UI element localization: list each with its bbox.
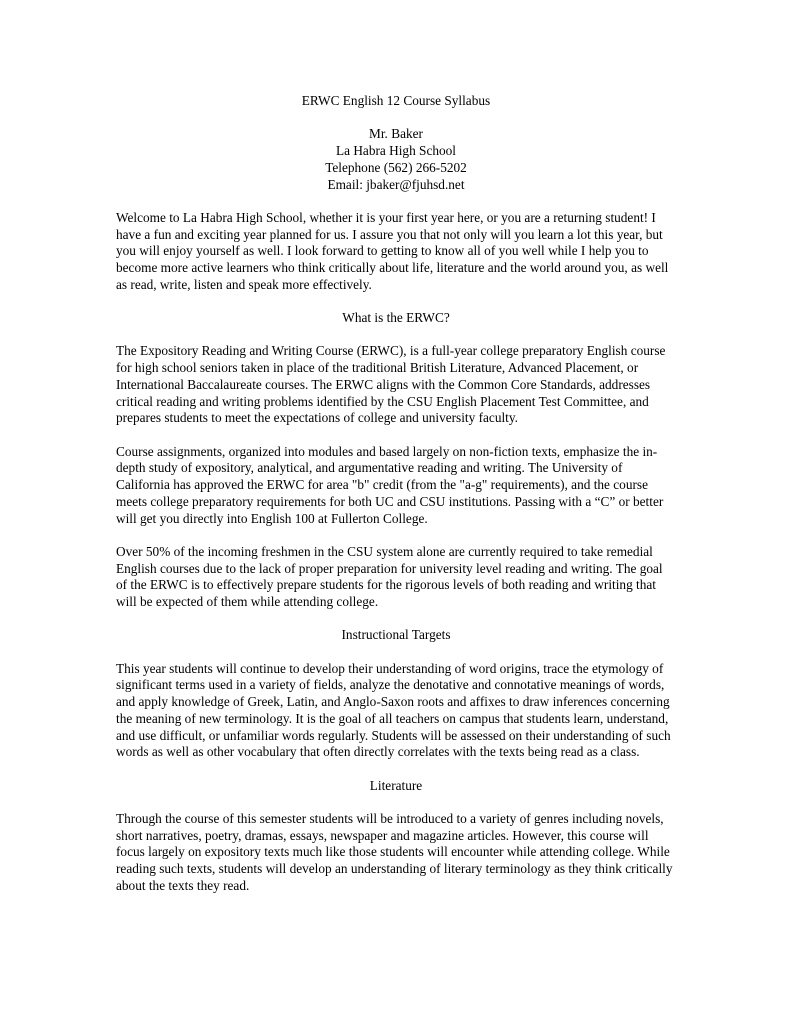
section-paragraph: Course assignments, organized into modules and based largely on non-fiction texts, emphasize the in-depth study of expository, analytical, and argumentative reading and writing. The University of California has approved the ERWC for area "b" credit (from the "a-g" requirements), and the course meets college preparatory requirements for both UC and CSU institutions. Passing with a “C” or better will get you directly into English 100 at Fullerton College. (116, 443, 664, 526)
contact-block (116, 126, 676, 193)
section-heading: Literature (369, 777, 423, 793)
section-paragraph: Over 50% of the incoming freshmen in the CSU system alone are currently required to take remedial English courses due to the lack of proper preparation for university level reading and writing. The goal of the ERWC is to effectively prepare students for the rigorous levels of both reading and writing that will be expected of them while attending college. (116, 543, 663, 609)
document-title: ERWC English 12 Course Syllabus (301, 93, 491, 108)
section-literature (116, 778, 676, 895)
section-heading: What is the ERWC? (342, 310, 450, 326)
school-name: La Habra High School (335, 143, 456, 159)
welcome-paragraph: Welcome to La Habra High School, whether it is your first year here, or you are a returning student! I have a fun and exciting year planned for us. I assure you that not only will you learn a lot this year, but you will enjoy yourself as well. I look forward to getting to know all of you well while I help you to become more active learners who think critically about life, literature and the world around you, as well as read, write, listen and speak more effectively. (116, 209, 669, 292)
section-instructional-targets (116, 627, 676, 761)
email-line: Email: jbaker@fjuhsd.net (327, 176, 465, 192)
teacher-name: Mr. Baker (369, 126, 423, 142)
section-heading: Instructional Targets (341, 627, 451, 643)
section-what-is-erwc (116, 310, 676, 611)
section-paragraph: This year students will continue to develop their understanding of word origins, trace the etymology of significant terms used in a variety of fields, analyze the denotative and connotative meanings of words, and apply knowledge of Greek, Latin, and Anglo-Saxon roots and affixes to draw inferences concerning the meaning of new terminology. It is the goal of all teachers on campus that students learn, understand, and use difficult, or unfamiliar words regularly. Students will be assessed on their understanding of such words as well as other vocabulary that often directly correlates with the texts being read as a class. (116, 660, 671, 760)
document-body (116, 93, 676, 911)
section-paragraph: The Expository Reading and Writing Course (ERWC), is a full-year college preparatory English course for high school seniors taken in place of the traditional British Literature, Advanced Placement, or International Baccalaureate courses. The ERWC aligns with the Common Core Standards, addresses critical reading and writing problems identified by the CSU English Placement Test Committee, and prepares students to meet the expectations of college and university faculty. (116, 343, 666, 426)
section-paragraph: Through the course of this semester students will be introduced to a variety of genres including novels, short narratives, poetry, dramas, essays, newspaper and magazine articles. However, this course will focus largely on expository texts much like those students will encounter while attending college. While reading such texts, students will develop an understanding of literary terminology as they think critically about the texts they read. (116, 811, 673, 893)
telephone-line: Telephone (562) 266-5202 (325, 159, 467, 175)
